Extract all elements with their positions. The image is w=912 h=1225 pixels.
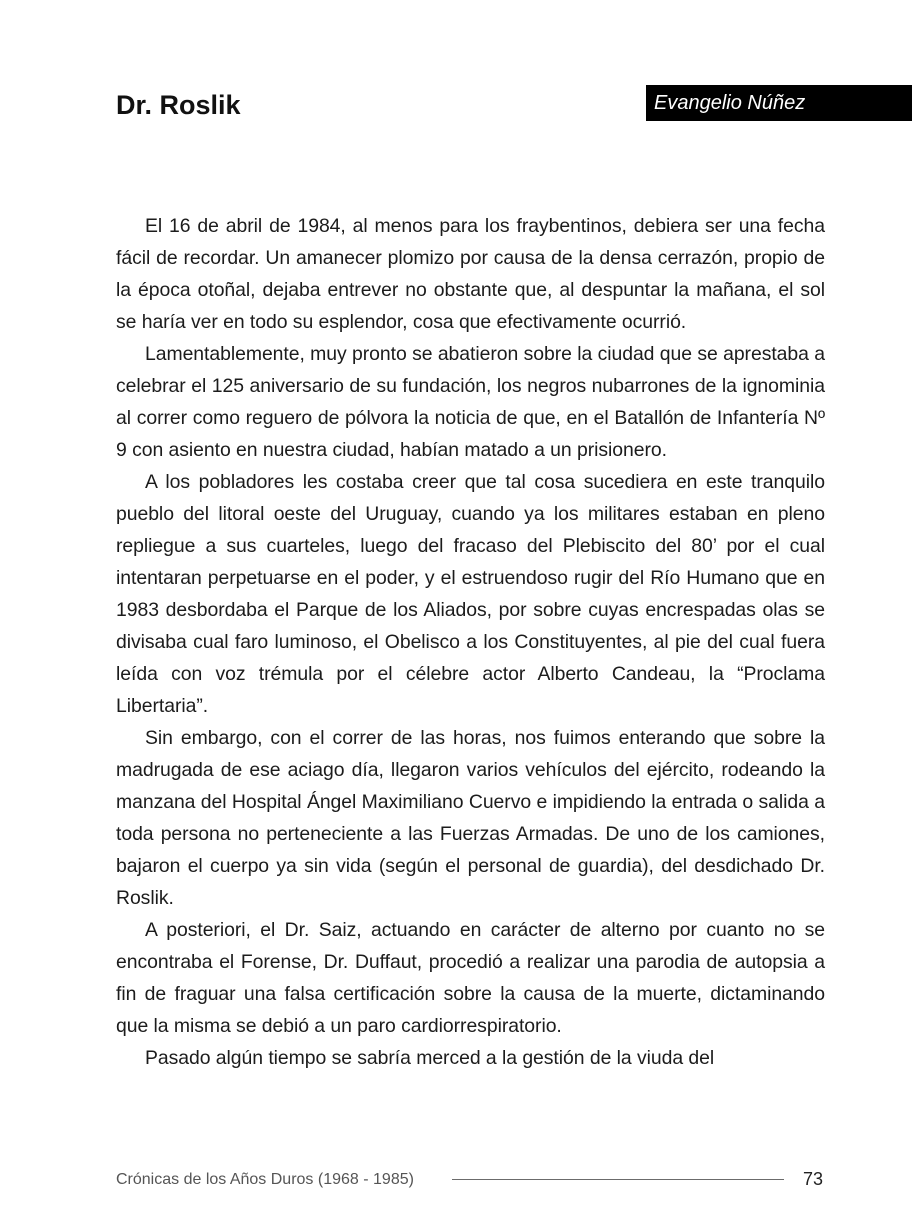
footer-book-title: Crónicas de los Años Duros (1968 - 1985)	[116, 1171, 414, 1188]
footer-divider	[452, 1179, 784, 1180]
paragraph: El 16 de abril de 1984, al menos para los fraybentinos, debiera ser una fecha fácil de recordar. Un amanecer plomizo por causa de la densa cerrazón, propio de la época otoñal, dejaba entrever no obstante que, al despuntar la mañana, el sol se haría ver en todo su esplendor, cosa que efectivamente ocurrió.	[116, 215, 825, 333]
paragraph: A posteriori, el Dr. Saiz, actuando en carácter de alterno por cuanto no se encontraba el Forense, Dr. Duffaut, procedió a realizar una parodia de autopsia a fin de fraguar una falsa certificación sobre la causa de la muerte, dictaminando que la misma se debió a un paro cardiorrespiratorio.	[116, 919, 825, 1037]
author-name: Evangelio Núñez	[654, 92, 806, 114]
author-banner	[646, 85, 912, 121]
chapter-title: Dr. Roslik	[116, 90, 241, 120]
paragraph: Lamentablemente, muy pronto se abatieron sobre la ciudad que se aprestaba a celebrar el 125 aniversario de su fundación, los negros nubarrones de la ignominia al correr como reguero de pólvora la noticia de que, en el Batallón de Infantería Nº 9 con asiento en nuestra ciudad, habían matado a un prisionero.	[116, 343, 825, 461]
paragraph: Sin embargo, con el correr de las horas, nos fuimos enterando que sobre la madrugada de ese aciago día, llegaron varios vehículos del ejército, rodeando la manzana del Hospital Ángel Maximiliano Cuervo e impidiendo la entrada o salida a toda persona no perteneciente a las Fuerzas Armadas. De uno de los camiones, bajaron el cuerpo ya sin vida (según el personal de guardia), del desdichado Dr. Roslik.	[116, 727, 825, 909]
page-number: 73	[803, 1169, 824, 1189]
paragraph: Pasado algún tiempo se sabría merced a la gestión de la viuda del	[145, 1047, 715, 1069]
paragraph: A los pobladores les costaba creer que tal cosa sucediera en este tranquilo pueblo del litoral oeste del Uruguay, cuando ya los militares estaban en pleno repliegue a sus cuarteles, luego del fracaso del Plebiscito del 80’ por el cual intentaran perpetuarse en el poder, y el estruendoso rugir del Río Humano que en 1983 desbordaba el Parque de los Aliados, por sobre cuyas encrespadas olas se divisaba cual faro luminoso, el Obelisco a los Constituyentes, al pie del cual fuera leída con voz trémula por el célebre actor Alberto Candeau, la “Proclama Libertaria”.	[116, 471, 825, 717]
body-text	[116, 210, 825, 1074]
